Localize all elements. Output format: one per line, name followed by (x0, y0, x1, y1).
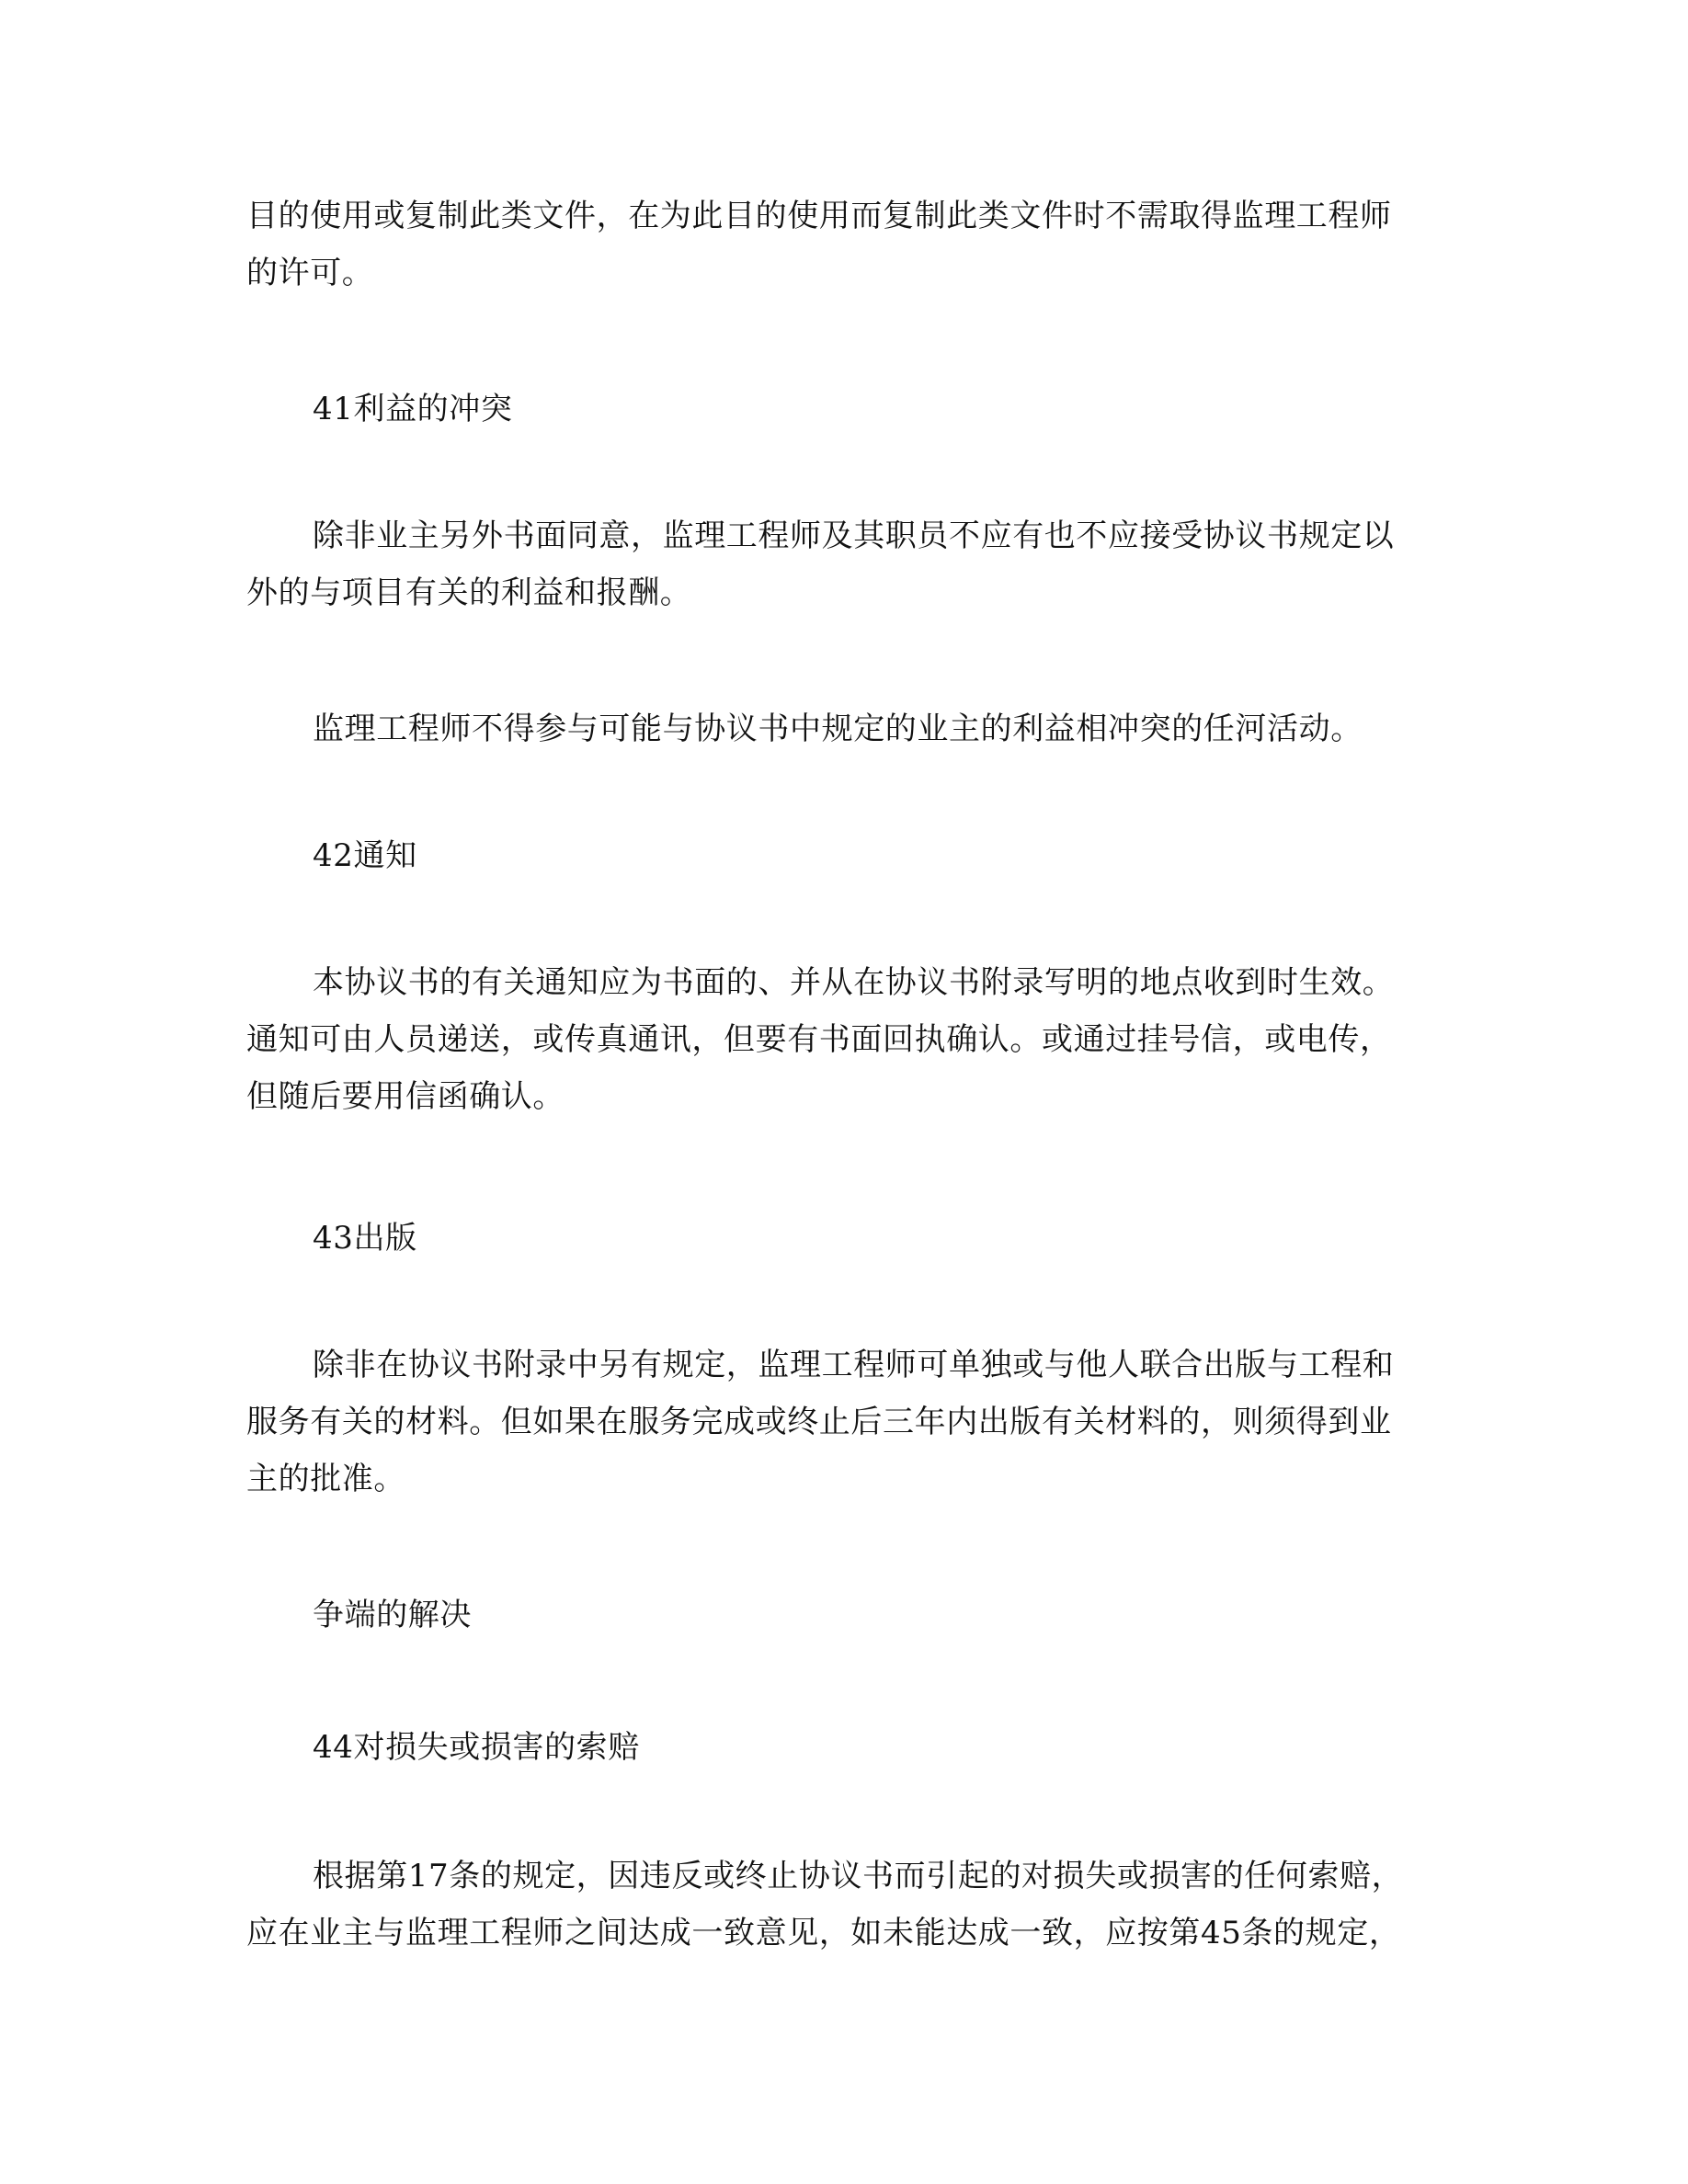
paragraph-line: 本协议书的有关通知应为书面的、并从在协议书附录写明的地点收到时生效。 (313, 964, 1395, 1001)
paragraph-line: 除非业主另外书面同意，监理工程师及其职员不应有也不应接受协议书规定以 (313, 518, 1395, 554)
paragraph-line: 的许可。 (246, 255, 374, 291)
paragraph-line: 应在业主与监理工程师之间达成一致意见，如未能达成一致，应按第45条的规定， (246, 1915, 1401, 1951)
section-heading-44: 44对损失或损害的索赔 (313, 1729, 640, 1766)
paragraph-line: 服务有关的材料。但如果在服务完成或终止后三年内出版有关材料的，则须得到业 (246, 1404, 1392, 1440)
section-heading-42: 42通知 (313, 837, 417, 874)
section-heading-41: 41利益的冲突 (313, 391, 513, 427)
paragraph-line: 外的与项目有关的利益和报酬。 (246, 574, 692, 611)
paragraph-line: 根据第17条的规定，因违反或终止协议书而引起的对损失或损害的任何索赔， (313, 1858, 1404, 1894)
paragraph-line: 目的使用或复制此类文件，在为此目的使用而复制此类文件时不需取得监理工程师 (246, 198, 1392, 234)
paragraph-line: 监理工程师不得参与可能与协议书中规定的业主的利益相冲突的任河活动。 (313, 711, 1363, 747)
paragraph-line: 主的批准。 (246, 1461, 405, 1497)
section-heading-disputes: 争端的解决 (313, 1597, 472, 1633)
paragraph-line: 但随后要用信函确认。 (246, 1078, 565, 1115)
paragraph-line: 除非在协议书附录中另有规定，监理工程师可单独或与他人联合出版与工程和 (313, 1347, 1395, 1383)
section-heading-43: 43出版 (313, 1220, 417, 1257)
paragraph-line: 通知可由人员递送，或传真通讯，但要有书面回执确认。或通过挂号信，或电传， (246, 1021, 1392, 1058)
